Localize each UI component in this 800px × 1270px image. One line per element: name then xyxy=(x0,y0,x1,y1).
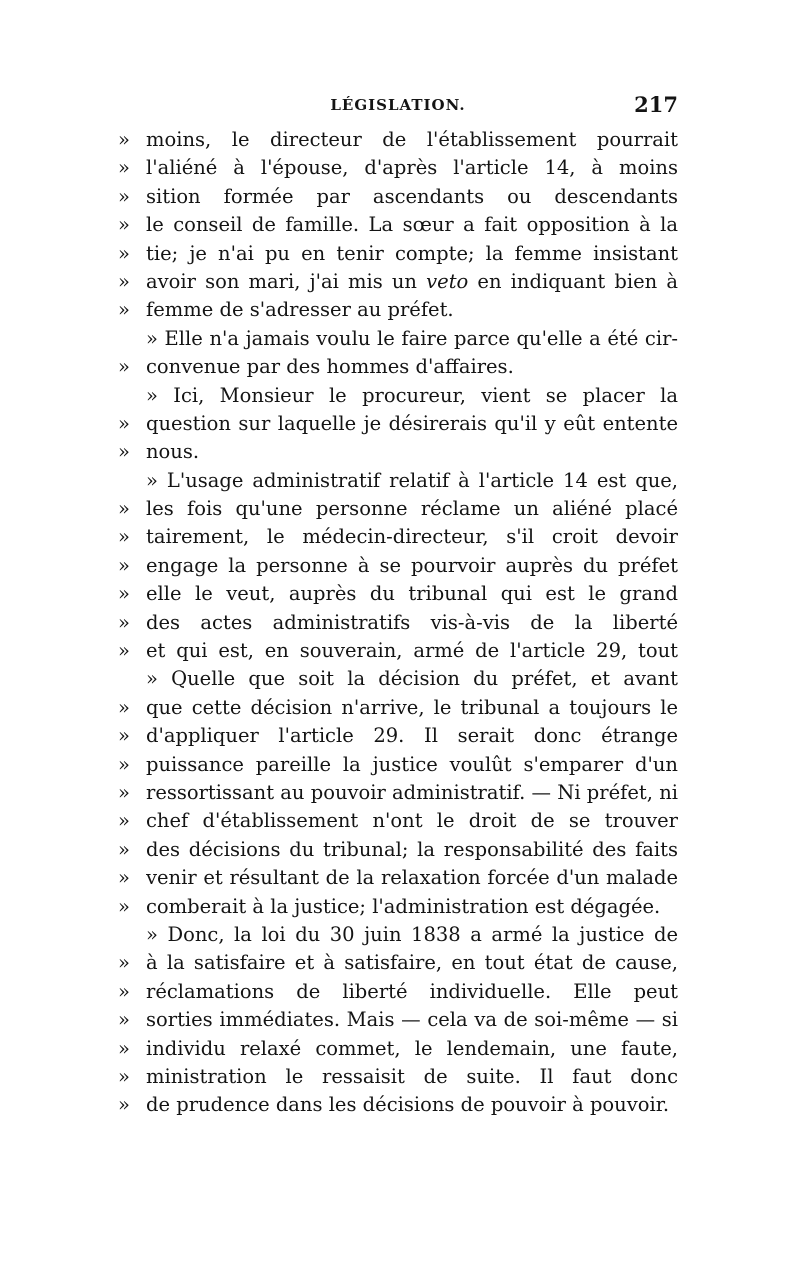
text-line xyxy=(118,609,678,637)
line-text: tie; je n'ai pu en tenir compte; la femme insistant xyxy=(146,241,678,265)
quote-mark: » xyxy=(118,809,130,833)
text-line xyxy=(118,665,678,693)
line-text: elle le veut, auprès du tribunal qui est le grand xyxy=(146,582,678,606)
text-line xyxy=(118,552,678,580)
text-line xyxy=(118,779,678,807)
line-text: venir et résultant de la relaxation forcée d'un malade xyxy=(146,866,678,890)
quote-mark: » xyxy=(118,411,130,435)
quote-mark: » xyxy=(118,951,130,975)
line-text: femme de s'adresser au préfet. xyxy=(146,298,454,322)
text-line xyxy=(118,1006,678,1034)
text-line xyxy=(118,836,678,864)
body-text xyxy=(118,126,678,1120)
line-text: avoir son mari, j'ai mis un veto en indiquant bien à xyxy=(146,269,678,293)
line-text: sition formée par ascendants ou descendants xyxy=(146,184,678,208)
text-line xyxy=(118,154,678,182)
line-text: tairement, le médecin-directeur, s'il croit devoir xyxy=(146,525,678,549)
quote-mark: » xyxy=(118,355,130,379)
line-text: convenue par des hommes d'affaires. xyxy=(146,355,514,379)
quote-mark: » xyxy=(118,497,130,521)
quote-mark: » xyxy=(118,837,130,861)
line-text: le conseil de famille. La sœur a fait opposition à la xyxy=(146,213,678,237)
line-text: que cette décision n'arrive, le tribunal a toujours le xyxy=(146,695,678,719)
quote-mark: » xyxy=(118,752,130,776)
line-text: de prudence dans les décisions de pouvoir à pouvoir. xyxy=(146,1093,670,1117)
text-line xyxy=(118,1035,678,1063)
text-line xyxy=(118,807,678,835)
text-line xyxy=(118,495,678,523)
text-line xyxy=(118,268,678,296)
running-title: LÉGISLATION. xyxy=(330,96,466,114)
line-text: » L'usage administratif relatif à l'article 14 est que, xyxy=(146,468,678,492)
text-line xyxy=(118,1091,678,1119)
line-text: puissance pareille la justice voulût s'emparer d'un xyxy=(146,752,678,776)
quote-mark: » xyxy=(118,894,130,918)
text-line xyxy=(118,580,678,608)
quote-mark: » xyxy=(118,780,130,804)
line-text: l'aliéné à l'épouse, d'après l'article 14, à moins xyxy=(146,156,678,180)
text-line xyxy=(118,382,678,410)
quote-mark: » xyxy=(118,610,130,634)
line-text: » Donc, la loi du 30 juin 1838 a armé la justice de xyxy=(146,922,678,946)
quote-mark: » xyxy=(118,866,130,890)
quote-mark: » xyxy=(118,553,130,577)
line-text: d'appliquer l'article 29. Il serait donc étrange xyxy=(146,724,678,748)
line-text: nous. xyxy=(146,440,200,464)
quote-mark: » xyxy=(118,1008,130,1032)
line-text: à la satisfaire et à satisfaire, en tout état de cause, xyxy=(146,951,678,975)
text-line xyxy=(118,353,678,381)
line-text: comberait à la justice; l'administration est dégagée. xyxy=(146,894,661,918)
quote-mark: » xyxy=(118,639,130,663)
quote-mark: » xyxy=(118,1064,130,1088)
quote-mark: » xyxy=(118,269,130,293)
quote-mark: » xyxy=(118,724,130,748)
line-text: » Elle n'a jamais voulu le faire parce qu'elle a été cir- xyxy=(146,326,678,350)
quote-mark: » xyxy=(118,695,130,719)
line-text: individu relaxé commet, le lendemain, une faute, xyxy=(146,1036,678,1060)
quote-mark: » xyxy=(118,156,130,180)
text-line xyxy=(118,751,678,779)
line-text: engage la personne à se pourvoir auprès du préfet xyxy=(146,553,678,577)
text-line xyxy=(118,211,678,239)
line-text: et qui est, en souverain, armé de l'article 29, tout xyxy=(146,639,678,663)
text-line xyxy=(118,523,678,551)
line-text: chef d'établissement n'ont le droit de se trouver xyxy=(146,809,678,833)
quote-mark: » xyxy=(118,128,130,151)
text-line xyxy=(118,325,678,353)
page-number: 217 xyxy=(634,92,678,117)
text-line xyxy=(118,694,678,722)
text-line xyxy=(118,438,678,466)
line-text: réclamations de liberté individuelle. Elle peut xyxy=(146,979,678,1003)
text-line xyxy=(118,240,678,268)
line-text: ressortissant au pouvoir administratif. — Ni préfet, ni xyxy=(146,780,678,804)
line-text: sorties immédiates. Mais — cela va de soi-même — si xyxy=(146,1008,678,1032)
quote-mark: » xyxy=(118,1036,130,1060)
text-line xyxy=(118,296,678,324)
text-line xyxy=(118,126,678,154)
text-line xyxy=(118,722,678,750)
text-line xyxy=(118,978,678,1006)
text-line xyxy=(118,921,678,949)
line-text: » Quelle que soit la décision du préfet, et avant xyxy=(146,667,678,691)
line-text: » Ici, Monsieur le procureur, vient se placer la xyxy=(146,383,678,407)
quote-mark: » xyxy=(118,184,130,208)
line-text: des actes administratifs vis-à-vis de la liberté xyxy=(146,610,678,634)
text-line xyxy=(118,949,678,977)
text-line xyxy=(118,637,678,665)
quote-mark: » xyxy=(118,440,130,464)
quote-mark: » xyxy=(118,213,130,237)
quote-mark: » xyxy=(118,582,130,606)
quote-mark: » xyxy=(118,1093,130,1117)
quote-mark: » xyxy=(118,525,130,549)
text-line xyxy=(118,1063,678,1091)
quote-mark: » xyxy=(118,241,130,265)
page-header xyxy=(118,92,678,118)
line-text: moins, le directeur de l'établissement pourrait xyxy=(146,128,678,151)
quote-mark: » xyxy=(118,298,130,322)
text-line xyxy=(118,183,678,211)
text-line xyxy=(118,410,678,438)
text-line xyxy=(118,893,678,921)
line-text: ministration le ressaisit de suite. Il faut donc xyxy=(146,1064,678,1088)
line-text: question sur laquelle je désirerais qu'il y eût entente xyxy=(146,411,678,435)
quote-mark: » xyxy=(118,979,130,1003)
line-text: des décisions du tribunal; la responsabilité des faits xyxy=(146,837,678,861)
line-text: les fois qu'une personne réclame un aliéné placé xyxy=(146,497,678,521)
text-line xyxy=(118,467,678,495)
text-line xyxy=(118,864,678,892)
